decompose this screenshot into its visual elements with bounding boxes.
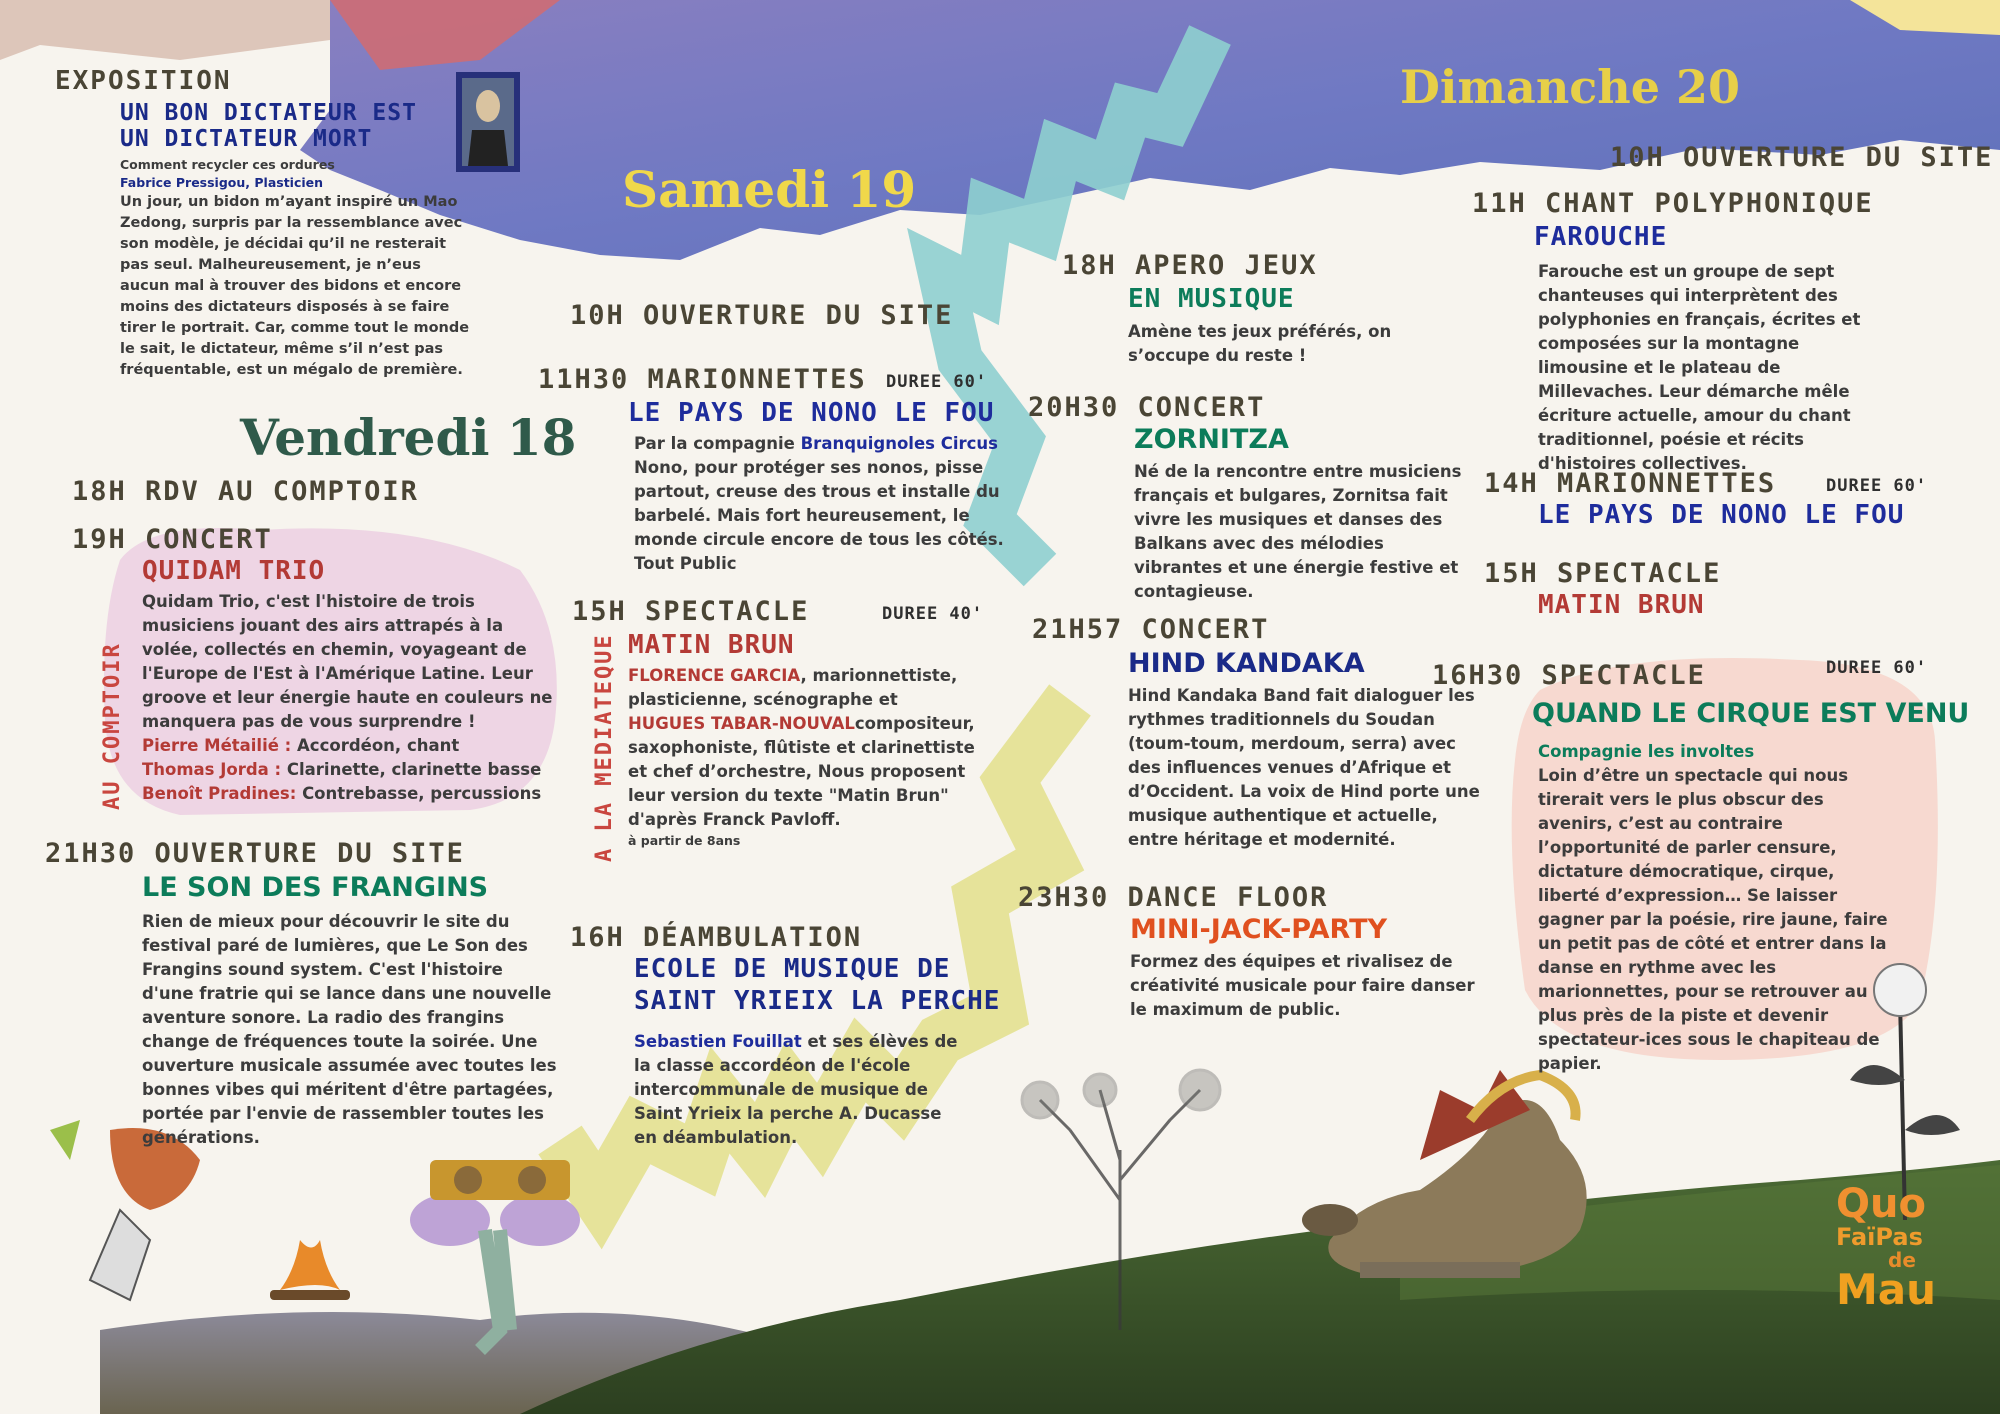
dimanche-event-time-4: 15H SPECTACLE <box>1484 558 1722 589</box>
vendredi-event-time-3: 21H30 OUVERTURE DU SITE <box>45 838 465 869</box>
dimanche-event-time-5: 16H30 SPECTACLE <box>1432 660 1706 691</box>
cirque-company: Compagnie les involtes <box>1538 742 1755 761</box>
samedi-duration-2: DUREE 60' <box>886 372 988 392</box>
samedi-act-hind-kandaka: HIND KANDAKA <box>1128 648 1365 679</box>
logo-line1: Quo <box>1836 1181 1926 1227</box>
nono-public: Tout Public <box>634 554 737 573</box>
ecole-desc: et ses élèves de la classe accordéon de l'école intercommunale de musique de Saint Yrieix la perche A. Ducasse en déambulation. <box>634 1032 958 1147</box>
day-title-samedi: Samedi 19 <box>622 160 917 219</box>
quidam-desc: Quidam Trio, c'est l'histoire de trois musiciens jouant des airs attrapés à la volée, collectés en chemin, voyageant de l'Europe de l'Est à l'Amérique Latine. Leur groove et leur énergie haute en couleurs ne manquera pas de vous surprendre ! <box>142 592 553 731</box>
dimanche-duration-3: DUREE 60' <box>1826 476 1928 496</box>
logo-word-fai: Faï <box>1836 1223 1876 1251</box>
campfire-illustration <box>270 1240 350 1300</box>
samedi-event-time-6: 20H30 CONCERT <box>1028 392 1266 423</box>
samedi-act-nono: LE PAYS DE NONO LE FOU <box>628 398 995 428</box>
samedi-desc-hind: Hind Kandaka Band fait dialoguer les rythmes traditionnels du Soudan (toum-toum, merdoum, serra) avec des influences venues d’Afrique et d’Occident. La voix de Hind porte une musique authentique et actuelle, entre héritage et modernité. <box>1128 686 1480 849</box>
member-3 <box>142 782 557 806</box>
member-3-role: Contrebasse, percussions <box>296 784 542 803</box>
exposition-author: Fabrice Pressigou, Plasticien <box>120 175 324 190</box>
day-title-dimanche: Dimanche 20 <box>1400 60 1741 114</box>
member-2-role: Clarinette, clarinette basse <box>281 760 542 779</box>
member-2-name: Thomas Jorda : <box>142 760 282 779</box>
vendredi-event-time-2: 19H CONCERT <box>72 524 273 555</box>
exposition-subtitle: Comment recycler ces ordures <box>120 157 335 172</box>
day-title-vendredi: Vendredi 18 <box>240 408 577 467</box>
dimanche-act-matin-brun: MATIN BRUN <box>1538 590 1705 620</box>
samedi-event-time-5: 18H APERO JEUX <box>1062 250 1318 281</box>
member-2 <box>142 758 557 782</box>
company-name: Branquignoles Circus <box>800 434 998 453</box>
samedi-side-label: A LA MEDIATEQUE <box>592 633 617 862</box>
samedi-desc-nono <box>634 432 1014 576</box>
vendredi-side-label: AU COMPTOIR <box>100 642 125 810</box>
vendredi-desc-quidam <box>142 590 557 806</box>
dimanche-desc-cirque <box>1538 740 1893 1076</box>
dimanche-act-cirque: QUAND LE CIRQUE EST VENU <box>1532 698 1970 729</box>
samedi-act-en-musique: EN MUSIQUE <box>1128 284 1295 314</box>
vendredi-act-son-des-frangins: LE SON DES FRANGINS <box>142 872 489 903</box>
age-note: à partir de 8ans <box>628 833 741 848</box>
samedi-event-time-1: 10H OUVERTURE DU SITE <box>570 300 954 331</box>
samedi-event-time-4: 16H DÉAMBULATION <box>570 922 863 953</box>
samedi-act-matin-brun: MATIN BRUN <box>628 630 795 660</box>
samedi-event-time-2: 11H30 MARIONNETTES <box>538 364 867 395</box>
logo-word-de: de <box>1888 1248 1916 1272</box>
nono-desc: Nono, pour protéger ses nonos, pisse partout, creuse des trous et installe du barbelé. Mais fort heureusement, le monde circule encore de tous les côtés. <box>634 458 1004 549</box>
member-1-name: Pierre Métailié : <box>142 736 292 755</box>
festival-logo <box>1836 1181 1946 1314</box>
samedi-desc-apero: Amène tes jeux préférés, on s’occupe du reste ! <box>1128 322 1392 365</box>
samedi-desc-matin-brun <box>628 664 978 850</box>
samedi-act-zornitza: ZORNITZA <box>1134 424 1289 455</box>
dimanche-desc-farouche: Farouche est un groupe de sept chanteuses qui interprètent des polyphonies en français, écrites et composées sur la montagne limousine et le plateau de Millevaches. Leur démarche mêle écriture actuelle, amour du chant traditionnel, poésie et récits d'histoires collectives. <box>1538 262 1861 473</box>
vendredi-event-time-1: 18H RDV AU COMPTOIR <box>72 476 419 507</box>
dragon-illustration <box>1302 1070 1587 1278</box>
dimanche-event-time-1: 10H OUVERTURE DU SITE <box>1610 142 1994 173</box>
artist-1-text: , marionnettiste, plasticienne, scénographe et <box>628 666 958 709</box>
logo-line2 <box>1836 1224 1946 1250</box>
artist-1: FLORENCE GARCIA <box>628 666 801 685</box>
company-prefix: Par la compagnie <box>634 434 801 453</box>
cirque-desc: Loin d’être un spectacle qui nous tirerait vers le plus obscur des avenirs, c’est au contraire l’opportunité de parler censure, dictature démocratique, cirque, liberté d’expression… Se laisser gagner par la poésie, rire jaune, faire un petit pas de côté et entrer dans la danse en rythme avec les marionnettes, pour se retrouver au plus près de la piste et devenir spectateur-ices sous le chapiteau de papier. <box>1538 766 1888 1073</box>
samedi-desc-mini-jack: Formez des équipes et rivalisez de créativité musicale pour faire danser le maximum de public. <box>1130 952 1475 1019</box>
exposition-title-line2: UN DICTATEUR MORT <box>120 126 373 152</box>
member-1-role: Accordéon, chant <box>291 736 460 755</box>
teacher-name: Sebastien Fouillat <box>634 1032 802 1051</box>
member-3-name: Benoît Pradines: <box>142 784 297 803</box>
dimanche-event-time-3: 14H MARIONNETTES <box>1484 468 1777 499</box>
exposition-section <box>55 66 475 381</box>
exposition-title-line1: UN BON DICTATEUR EST <box>120 100 417 126</box>
exposition-desc: Un jour, un bidon m’ayant inspiré un Mao Zedong, surpris par la ressemblance avec son modèle, je décidai qu’il ne resterait pas seul. Malheureusement, je n’eus aucun mal à trouver des bidons et encore moins des dictateurs disposés à se faire tirer le portrait. Car, comme tout le monde le sait, le dictateur, même s’il n’est pas fréquentable, est un mégalo de première. <box>120 194 470 378</box>
dimanche-event-time-2: 11H CHANT POLYPHONIQUE <box>1472 188 1874 219</box>
dimanche-act-nono: LE PAYS DE NONO LE FOU <box>1538 500 1905 530</box>
samedi-act-mini-jack: MINI-JACK-PARTY <box>1130 914 1388 945</box>
samedi-act-ecole-line2: SAINT YRIEIX LA PERCHE <box>634 986 1001 1016</box>
samedi-desc-zornitza: Né de la rencontre entre musiciens français et bulgares, Zornitsa fait vivre les musiques et danses des Balkans avec des mélodies vibrantes et une énergie festive et contagieuse. <box>1134 462 1462 601</box>
samedi-duration-3: DUREE 40' <box>882 604 984 624</box>
vendredi-desc-frangins: Rien de mieux pour découvrir le site du festival paré de lumières, que Le Son des Frangins sound system. C'est l'histoire d'une fratrie qui se lance dans une nouvelle aventure sonore. La radio des frangins change de fréquences toute la soirée. Une ouverture musicale assumée avec toutes les bonnes vibes qui méritent d'être partagées, portée par l'envie de rassembler toutes les générations. <box>142 912 557 1147</box>
dimanche-act-farouche: FAROUCHE <box>1534 222 1668 252</box>
samedi-act-ecole-line1: ECOLE DE MUSIQUE DE <box>634 954 951 984</box>
dimanche-duration-5: DUREE 60' <box>1826 658 1928 678</box>
samedi-desc-ecole <box>634 1030 969 1150</box>
logo-line3: Mau <box>1836 1265 1937 1314</box>
artist-2-text: compositeur, saxophoniste, flûtiste et clarinettiste et chef d’orchestre, Nous proposent leur version du texte "Matin Brun" d'après Franck Pavloff. <box>628 714 975 829</box>
member-1 <box>142 734 557 758</box>
samedi-event-time-3: 15H SPECTACLE <box>572 596 810 627</box>
vendredi-act-quidam-trio: QUIDAM TRIO <box>142 556 326 586</box>
logo-word-pas: Pas <box>1875 1223 1923 1251</box>
samedi-event-time-8: 23H30 DANCE FLOOR <box>1018 882 1329 913</box>
artist-2: HUGUES TABAR-NOUVAL <box>628 714 855 733</box>
samedi-event-time-7: 21H57 CONCERT <box>1032 614 1270 645</box>
exposition-label: EXPOSITION <box>55 66 232 96</box>
